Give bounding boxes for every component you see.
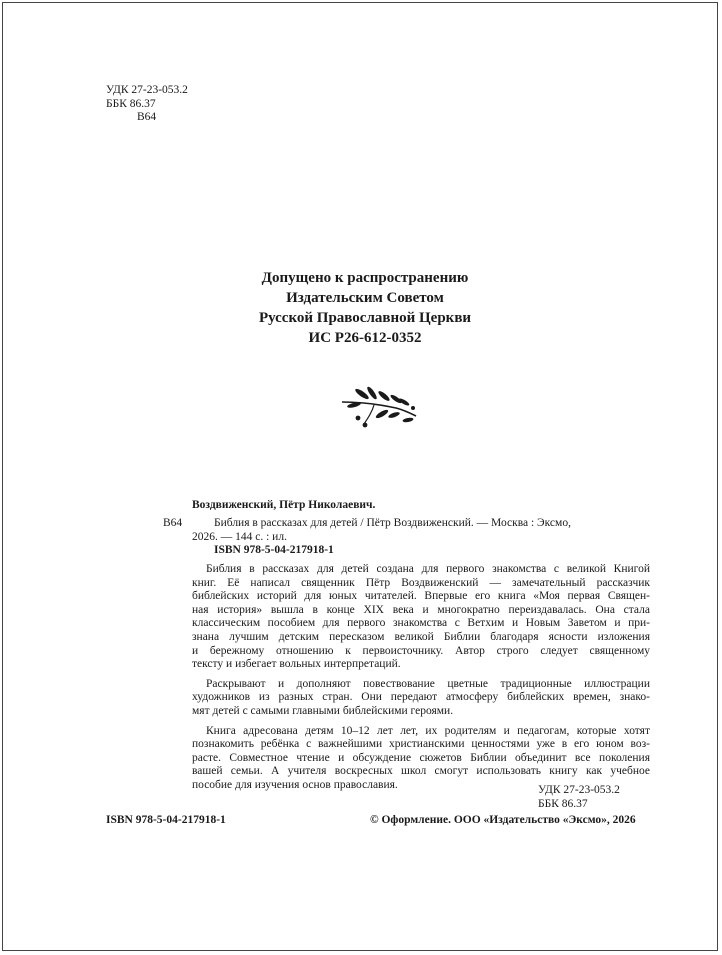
bibliographic-record bbox=[192, 517, 650, 558]
annotation-line: классическим пособием для первого знакомства с Ветхим и Новым Заветом и при- bbox=[192, 617, 650, 630]
bib-isbn: ISBN 978-5-04-217918-1 bbox=[214, 544, 334, 556]
bib-title-line: Библия в рассказах для детей / Пётр Воздвиженский. — Москва : Эксмо, bbox=[214, 517, 571, 529]
annotation-line: вашей семьи. А учителя воскресных школ смогут использовать книгу как учебное bbox=[192, 765, 650, 778]
author-code-left: В64 bbox=[163, 517, 183, 529]
bbk-code-bottom: ББК 86.37 bbox=[538, 798, 588, 810]
annotation-line: библейских историй для юных читателей. Впервые его книга «Моя первая Священ- bbox=[192, 590, 650, 603]
author-code: В64 bbox=[137, 111, 157, 123]
bib-pub-line: 2026. — 144 с. : ил. bbox=[192, 530, 287, 543]
annotation-line: художников из разных стран. Они передают атмосферу библейских времен, знако- bbox=[192, 691, 650, 704]
annotation-line: знана лучшим детским пересказом великой Библии благодаря ясности изложения bbox=[192, 630, 650, 643]
annotation-line: мят детей с самыми главными библейскими героями. bbox=[192, 704, 454, 717]
annotation bbox=[192, 557, 650, 799]
approval-line: Допущено к распространению bbox=[261, 270, 469, 286]
footer-isbn: ISBN 978-5-04-217918-1 bbox=[106, 814, 226, 826]
annotation-line: расте. Совместное чтение и обсуждение сюжетов Библии объединит все поколения bbox=[192, 751, 650, 764]
classification-block bbox=[106, 84, 188, 125]
approval-number: ИС Р26-612-0352 bbox=[308, 330, 422, 346]
annotation-line: книг. Её написал священник Пётр Воздвиженский — замечательный рассказчик bbox=[192, 576, 650, 589]
annotation-line: Библия в рассказах для детей создана для первого знакомства с великой Книгой bbox=[206, 563, 650, 575]
annotation-line: и бережному отношению к первоисточнику. Автор строго следует священному bbox=[192, 644, 650, 657]
approval-line: Издательским Советом bbox=[286, 290, 444, 306]
annotation-line: Книга адресована детям 10–12 лет лет, их родителям и педагогам, которые хотят bbox=[206, 724, 650, 737]
udk-code-bottom: УДК 27-23-053.2 bbox=[538, 784, 620, 796]
olive-branch-icon bbox=[338, 380, 420, 430]
annotation-line: пособие для изучения основ православия. bbox=[192, 778, 398, 791]
church-approval bbox=[200, 268, 530, 348]
annotation-line: ная история» вышла в конце XIX века и многократно переиздавалась. Она стала bbox=[192, 603, 650, 616]
annotation-line: Раскрывают и дополняют повествование цветные традиционные иллюстрации bbox=[206, 677, 650, 690]
udk-code: УДК 27-23-053.2 bbox=[106, 84, 188, 96]
annotation-line: познакомить ребёнка с важнейшими христианскими ценностями уже в его юном воз- bbox=[192, 738, 650, 751]
footer-copyright: © Оформление. ООО «Издательство «Эксмо», 2026 bbox=[370, 814, 636, 826]
approval-line: Русской Православной Церкви bbox=[258, 310, 472, 326]
author-heading: Воздвиженский, Пётр Николаевич. bbox=[192, 499, 376, 511]
bottom-classification bbox=[538, 783, 620, 811]
annotation-line: тексту и избегает вольных интерпретаций. bbox=[192, 658, 401, 671]
bbk-code: ББК 86.37 bbox=[106, 97, 156, 110]
